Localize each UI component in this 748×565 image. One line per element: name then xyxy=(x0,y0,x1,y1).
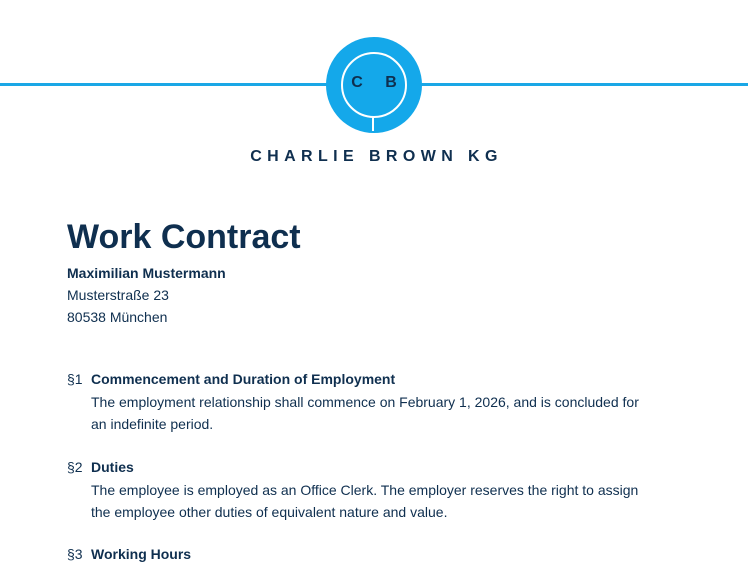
section-body: The employee is employed as an Office Clerk. The employer reserves the right to assign the employee other duties of equivalent nature and value. xyxy=(91,482,639,520)
company-name: CHARLIE BROWN KG xyxy=(250,148,503,165)
section-heading: Duties xyxy=(91,459,134,475)
section-number: §2 xyxy=(67,459,83,475)
document-title: Work Contract xyxy=(67,218,301,256)
logo-stem xyxy=(372,116,374,131)
logo-initials: C B xyxy=(351,74,406,91)
section-heading: Working Hours xyxy=(91,546,192,562)
section-body: The employment relationship shall commence on February 1, 2026, and is concluded for an indefinite period. xyxy=(91,394,639,432)
recipient-name: Maximilian Mustermann xyxy=(67,265,226,281)
company-logo-icon xyxy=(326,37,422,133)
recipient-city: 80538 München xyxy=(67,309,168,325)
section-heading: Commencement and Duration of Employment xyxy=(91,371,396,387)
recipient-street: Musterstraße 23 xyxy=(67,287,169,303)
recipient-address xyxy=(67,262,226,328)
section-number: §1 xyxy=(67,371,83,387)
section-number: §3 xyxy=(67,546,83,562)
